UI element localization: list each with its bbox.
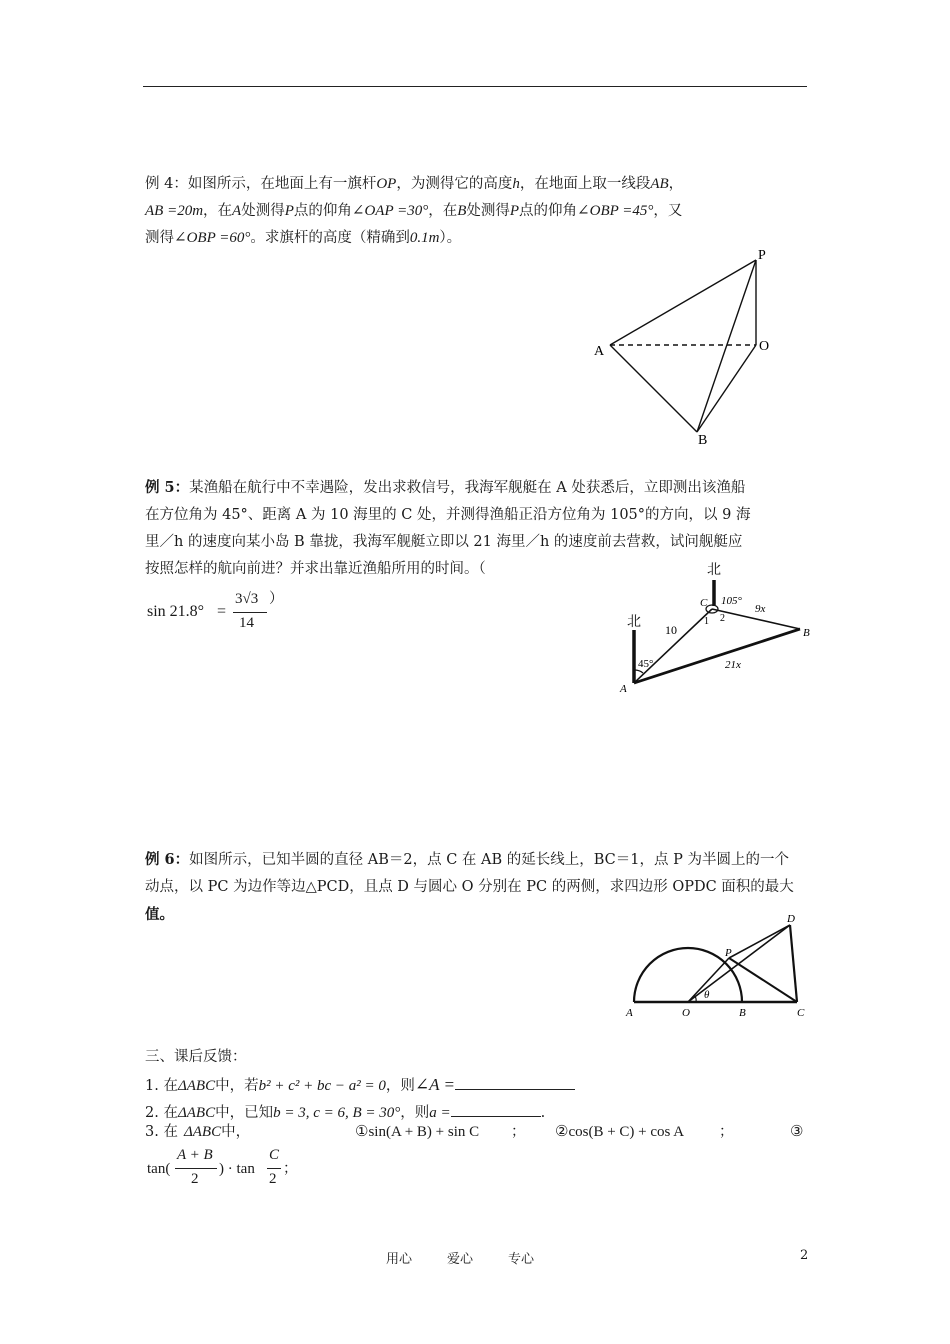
sin-formula: sin 21.8° = 3√3 14 ） xyxy=(147,591,284,631)
label-B: B xyxy=(803,627,810,639)
line-DC xyxy=(790,925,797,1002)
north-label-A: 北 xyxy=(627,615,641,630)
label-B: B xyxy=(698,433,708,448)
page-number: 2 xyxy=(800,1248,809,1263)
length-CB-label: 9x xyxy=(755,603,766,615)
example-6-text: 例 6：如图所示，已知半圆的直径 AB＝2，点 C 在 AB 的延长线上，BC＝1，点 P 为半圆上的一个 动点，以 PC 为边作等边△PCD，且点 D 与圆心 O 分别在 PC 的两侧，求四边形 OPDC 面积的最大 值。 xyxy=(145,851,794,923)
label-A: A xyxy=(620,683,627,695)
answer-blank-2 xyxy=(451,1102,541,1117)
example-label: 例 4： xyxy=(145,176,188,192)
feedback-heading: 三、课后反馈： xyxy=(145,1049,247,1065)
question-3-tan: tan( A + B 2 ) · tan C 2 ； xyxy=(147,1147,298,1187)
answer-blank-1 xyxy=(455,1075,575,1090)
angle-2-label: 2 xyxy=(720,613,725,624)
north-label-C: 北 xyxy=(707,563,721,578)
label-B: B xyxy=(739,1007,746,1019)
angle-45-label: 45° xyxy=(638,658,654,670)
question-3-line: 3. 在 ΔABC中， ①sin(A + B) + sin C ； ②cos(B + C) + cos A ； ③ xyxy=(145,1124,804,1140)
example-label: 例 5： xyxy=(145,479,190,496)
label-C: C xyxy=(700,597,708,609)
footer-text-1: 用心 xyxy=(386,1252,413,1267)
footer-text-3: 专心 xyxy=(508,1252,535,1267)
angle-1-label: 1 xyxy=(704,616,709,627)
length-AB-label: 21x xyxy=(725,659,741,671)
line-PC xyxy=(729,958,797,1002)
label-O: O xyxy=(759,339,770,354)
example-4-text: 例 4：如图所示，在地面上有一旗杆OP，为测得它的高度h，在地面上取一线段AB， AB =20m，在A处测得P点的仰角∠OAP =30°，在B处测得P点的仰角∠OBP =45°，又 测得∠OBP =60°。求旗杆的高度（精确到0.1m）。 xyxy=(145,176,684,246)
footer-text-2: 爱心 xyxy=(447,1252,474,1267)
label-D: D xyxy=(787,913,795,925)
label-P: P xyxy=(725,947,732,959)
label-A: A xyxy=(594,344,605,359)
label-C: C xyxy=(797,1007,805,1019)
label-theta: θ xyxy=(704,989,710,1001)
feedback-section: 三、课后反馈： 1. 在ΔABC中，若b² + c² + bc − a² = 0，则∠A = 2. 在ΔABC中，已知b = 3, c = 6, B = 30°，则a = . xyxy=(145,1044,825,1127)
angle-105-label: 105° xyxy=(721,595,742,607)
length-AC-label: 10 xyxy=(665,623,677,637)
label-O: O xyxy=(682,1007,690,1019)
label-P: P xyxy=(758,248,766,263)
example-label: 例 6： xyxy=(145,851,190,868)
line-PD xyxy=(729,925,790,958)
label-A: A xyxy=(626,1007,633,1019)
example-5-text: 例 5：某渔船在航行中不幸遇险，发出求救信号，我海军舰艇在 A 处获悉后，立即测出该渔船 在方位角为 45°、距离 A 为 10 海里的 C 处，并测得渔船正沿方位角为 105°的方向，以 9 海 里／h 的速度向某小岛 B 靠拢，我海军舰艇立即以 21 海里／h 的速度前去营救，试问舰艇应 按照怎样的航向前进？并求出靠近渔船所用的时间。（ xyxy=(145,479,751,577)
